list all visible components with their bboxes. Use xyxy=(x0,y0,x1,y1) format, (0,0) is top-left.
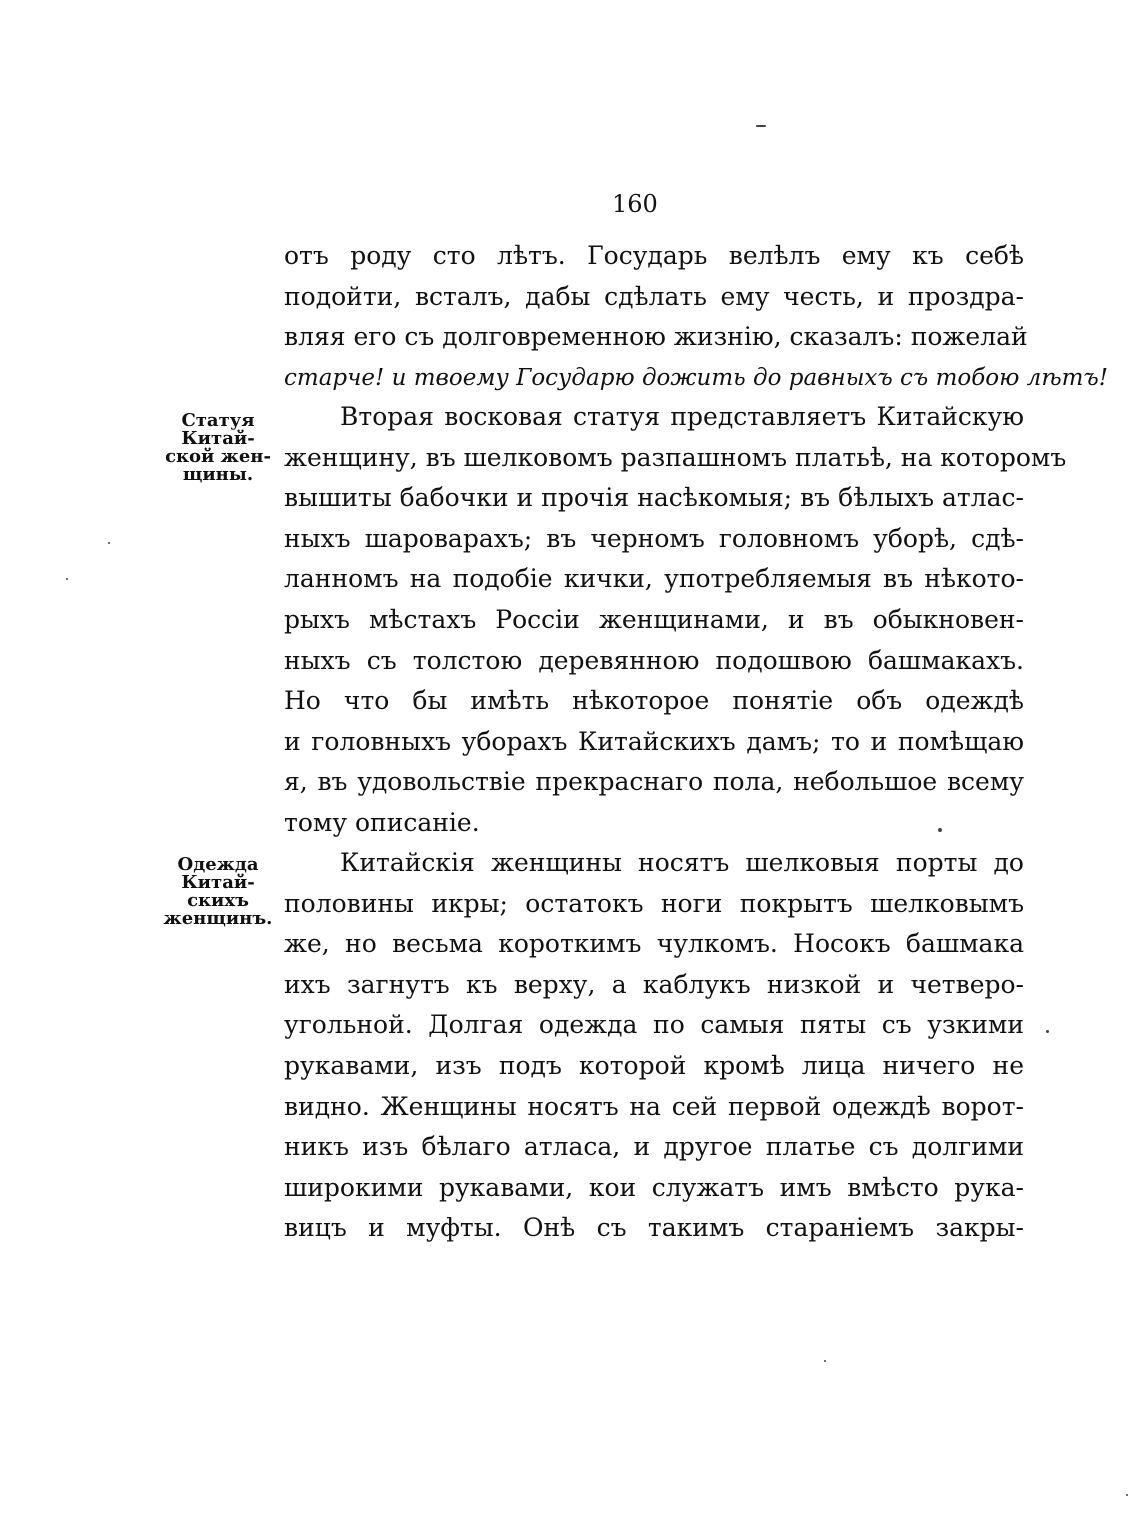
text-line: женщину, въ шелковомъ разпашномъ платьѣ, на которомъ xyxy=(284,442,1067,472)
margin-note-line: Китай- xyxy=(181,872,255,893)
paragraph-statue xyxy=(284,397,1067,844)
scan-speck xyxy=(756,125,766,127)
page-number: 160 xyxy=(612,190,658,218)
text-line: вышиты бабочки и прочія насѣкомыя; въ бѣлыхъ атлас- xyxy=(284,483,1024,513)
text-line: ныхъ съ толстою деревянною подошвою башмакахъ. xyxy=(284,645,1024,675)
margin-note-line: Китай- xyxy=(181,428,255,449)
text-line: тому описаніе. xyxy=(284,807,480,837)
margin-note-line: женщинъ. xyxy=(163,908,273,929)
text-line: ихъ загнутъ къ верху, а каблукъ низкой и четверо- xyxy=(284,969,1024,999)
scan-speck xyxy=(66,578,68,580)
margin-note-statue xyxy=(162,412,274,484)
text-line: вляя его съ долговременною жизнію, сказалъ: пожелай xyxy=(284,322,1028,352)
text-line: половины икры; остатокъ ноги покрытъ шелковымъ xyxy=(284,888,1024,918)
text-line: подойти, всталъ, дабы сдѣлать ему честь, и проздра- xyxy=(284,281,1024,311)
text-line-italic-quote: старче! и твоему Государю дожить до равныхъ съ тобою лѣтъ! xyxy=(284,364,1108,391)
text-line: ныхъ шароварахъ; въ черномъ головномъ уборѣ, сдѣ- xyxy=(284,523,1024,553)
text-line: никъ изъ бѣлаго атласа, и другое платье съ долгими xyxy=(284,1132,1024,1162)
text-line: видно. Женщины носятъ на сей первой одеждѣ ворот- xyxy=(284,1091,1024,1121)
margin-note-clothing xyxy=(162,856,274,928)
margin-note-line: скихъ xyxy=(187,890,249,911)
scan-speck xyxy=(108,542,110,544)
margin-note-line: Одежда xyxy=(177,854,259,875)
text-line: Вторая восковая статуя представляетъ Китайскую xyxy=(340,402,1024,431)
text-line: я, въ удовольствіе прекраснаго пола, небольшое всему xyxy=(284,767,1024,797)
scan-speck xyxy=(824,1360,826,1362)
text-line: рукавами, изъ подъ которой кромѣ лица ничего не xyxy=(284,1050,1024,1080)
margin-note-line: ской жен- xyxy=(165,446,271,467)
text-line: и головныхъ уборахъ Китайскихъ дамъ; то и помѣщаю xyxy=(284,726,1024,756)
text-line: ланномъ на подобіе кички, употребляемыя въ нѣкото- xyxy=(284,564,1024,594)
text-line: Китайскія женщины носятъ шелковыя порты до xyxy=(340,848,1024,877)
paragraph-clothing xyxy=(284,843,1024,1249)
margin-note-line: щины. xyxy=(182,464,254,485)
scan-speck xyxy=(938,828,942,832)
text-line: же, но весьма короткимъ чулкомъ. Носокъ башмака xyxy=(284,929,1024,959)
text-line: широкими рукавами, кои служатъ имъ вмѣсто рука- xyxy=(284,1172,1024,1202)
text-line: угольной. Долгая одежда по самыя пяты съ узкими xyxy=(284,1010,1024,1040)
text-line: Но что бы имѣть нѣкоторое понятіе объ одеждѣ xyxy=(284,686,1024,716)
margin-note-line: Статуя xyxy=(181,410,255,431)
scan-speck xyxy=(1046,1030,1049,1033)
text-line: рыхъ мѣстахъ Россіи женщинами, и въ обыкновен- xyxy=(284,604,1024,634)
paragraph-continuation xyxy=(284,236,1108,398)
scan-speck xyxy=(1126,1494,1128,1496)
text-line: отъ роду сто лѣтъ. Государь велѣлъ ему къ себѣ xyxy=(284,241,1024,270)
text-line: вицъ и муфты. Онѣ съ такимъ стараніемъ закры- xyxy=(284,1213,1024,1243)
